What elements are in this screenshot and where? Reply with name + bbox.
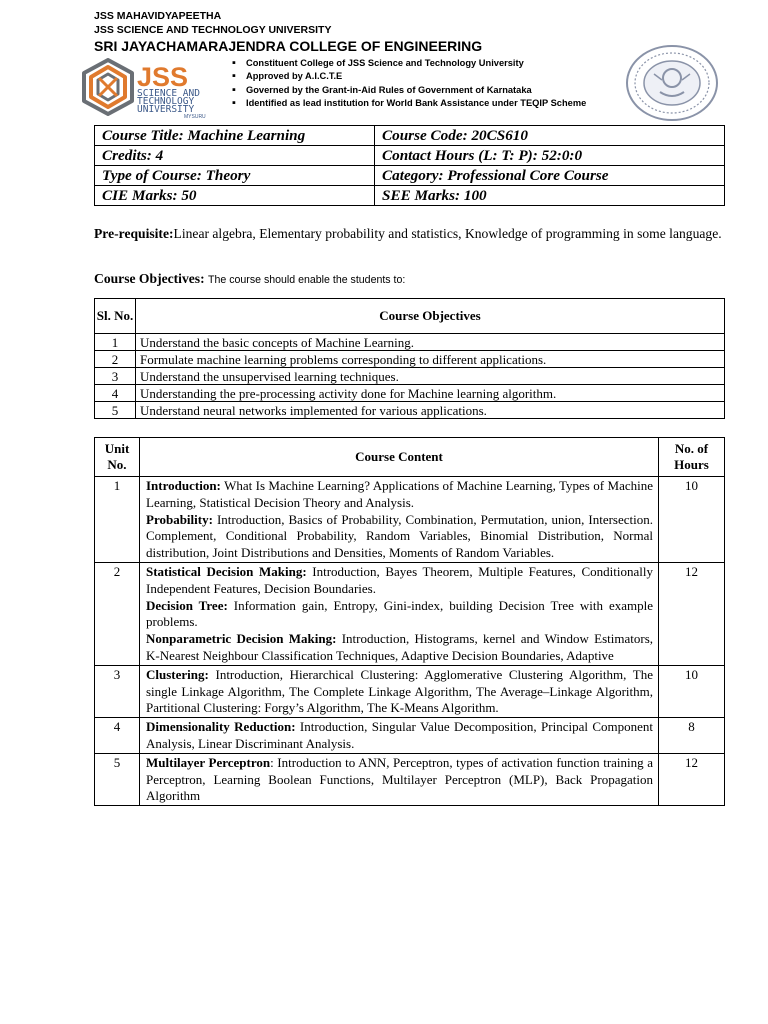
table-row bbox=[95, 368, 725, 385]
accreditation-item: ▪ Identified as lead institution for World Bank Assistance under TEQIP Scheme bbox=[232, 97, 586, 110]
unit-number: 2 bbox=[95, 562, 140, 665]
topic-paragraph bbox=[146, 564, 653, 598]
objectives-label: Course Objectives: bbox=[94, 271, 205, 286]
objective-text: Understand the unsupervised learning techniques. bbox=[136, 368, 725, 385]
topic-heading: Nonparametric Decision Making: bbox=[146, 631, 337, 647]
unit-number: 3 bbox=[95, 665, 140, 717]
contact-hours: Contact Hours (L: T: P): 52:0:0 bbox=[375, 146, 725, 166]
unit-content bbox=[140, 562, 659, 665]
topic-text: Introduction, Bayes Theorem, Multiple Features, Conditionally Independent Features, Decision Boundaries. bbox=[146, 563, 653, 596]
objective-text: Formulate machine learning problems corresponding to different applications. bbox=[136, 351, 725, 368]
topic-heading: Introduction: bbox=[146, 478, 221, 493]
header-line-1: JSS MAHAVIDYAPEETHA bbox=[94, 10, 222, 22]
accreditation-item: ▪ Approved by A.I.C.T.E bbox=[232, 70, 586, 83]
document-header bbox=[94, 8, 734, 120]
svg-text:TECHNOLOGY: TECHNOLOGY bbox=[137, 96, 195, 107]
unit-number: 4 bbox=[95, 718, 140, 754]
column-header-course-content: Course Content bbox=[140, 438, 659, 477]
jss-university-logo bbox=[80, 58, 220, 118]
objective-text: Understand neural networks implemented for various applications. bbox=[136, 402, 725, 419]
unit-content bbox=[140, 718, 659, 754]
column-header-hours: No. of Hours bbox=[659, 438, 725, 477]
objective-text: Understanding the pre-processing activity done for Machine learning algorithm. bbox=[136, 385, 725, 402]
topic-text: Information gain, Entropy, Gini-index, building Decision Tree with example problems. bbox=[146, 597, 653, 630]
unit-hours: 12 bbox=[659, 562, 725, 665]
course-type: Type of Course: Theory bbox=[95, 166, 375, 186]
topic-heading: Multilayer Perceptron bbox=[146, 754, 271, 770]
table-row bbox=[95, 477, 725, 563]
table-row bbox=[95, 351, 725, 368]
college-name: SRI JAYACHAMARAJENDRA COLLEGE OF ENGINEERING bbox=[94, 38, 483, 54]
objectives-intro-text: The course should enable the students to: bbox=[208, 274, 406, 286]
objective-number: 3 bbox=[95, 368, 136, 385]
topic-heading: Dimensionality Reduction: bbox=[146, 719, 296, 735]
unit-number: 1 bbox=[95, 477, 140, 563]
column-header-sl-no: Sl. No. bbox=[95, 299, 136, 334]
unit-content bbox=[140, 665, 659, 717]
objectives-intro bbox=[94, 271, 726, 287]
topic-paragraph bbox=[146, 478, 653, 512]
topic-text: Introduction, Histograms, kernel and Window Estimators, K-Nearest Neighbour Classification Techniques, Adaptive Decision Boundaries, Adaptive bbox=[146, 631, 654, 663]
topic-text: Introduction, Basics of Probability, Combination, Permutation, union, Intersection. Complement, Conditional Probability, Random Variables, Binomial Distribution, Normal distribution, Joint Distributions and Densities, Moments of Random Variables. bbox=[146, 511, 653, 561]
svg-text:UNIVERSITY: UNIVERSITY bbox=[137, 104, 195, 115]
course-info-table bbox=[94, 125, 725, 206]
topic-text: Introduction, Singular Value Decomposition, Principal Component Analysis, Linear Discriminant Analysis. bbox=[146, 719, 653, 751]
topic-paragraph bbox=[146, 598, 653, 632]
course-category: Category: Professional Core Course bbox=[375, 166, 725, 186]
unit-content bbox=[140, 477, 659, 563]
topic-paragraph bbox=[146, 512, 653, 562]
topic-text: : Introduction to ANN, Perceptron, types of activation function training a Perceptron, Learning Boolean Functions, Multilayer Perceptron (MLP), Back Propagation Algorithm bbox=[146, 754, 653, 804]
topic-paragraph bbox=[146, 667, 653, 717]
course-objectives-table bbox=[94, 298, 725, 419]
prerequisite-text: Linear algebra, Elementary probability and statistics, Knowledge of programming in some language. bbox=[173, 226, 722, 241]
cie-marks: CIE Marks: 50 bbox=[95, 186, 375, 206]
header-line-2: JSS SCIENCE AND TECHNOLOGY UNIVERSITY bbox=[94, 24, 332, 36]
course-code: Course Code: 20CS610 bbox=[375, 126, 725, 146]
accreditation-item: ▪ Governed by the Grant-in-Aid Rules of Government of Karnataka bbox=[232, 84, 586, 97]
course-title: Course Title: Machine Learning bbox=[95, 126, 375, 146]
table-row bbox=[95, 753, 725, 805]
svg-text:SCIENCE AND: SCIENCE AND bbox=[137, 88, 200, 99]
column-header-objectives: Course Objectives bbox=[136, 299, 725, 334]
table-row bbox=[95, 665, 725, 717]
topic-heading: Probability: bbox=[146, 511, 213, 527]
table-row bbox=[95, 385, 725, 402]
unit-hours: 8 bbox=[659, 718, 725, 754]
objective-number: 5 bbox=[95, 402, 136, 419]
column-header-unit-no: Unit No. bbox=[95, 438, 140, 477]
unit-content bbox=[140, 753, 659, 805]
topic-text: Introduction, Hierarchical Clustering: Agglomerative Clustering Algorithm, The single Linkage Algorithm, The Complete Linkage Algorithm, The Average–Linkage Algorithm, Partitional Clustering: Forgy’s Algorithm, The K-Means Algorithm. bbox=[146, 666, 653, 716]
topic-paragraph bbox=[146, 631, 653, 665]
accreditation-item: ▪ Constituent College of JSS Science and Technology University bbox=[232, 57, 586, 70]
unit-hours: 12 bbox=[659, 753, 725, 805]
objective-text: Understand the basic concepts of Machine Learning. bbox=[136, 334, 725, 351]
table-row bbox=[95, 562, 725, 665]
topic-paragraph bbox=[146, 719, 653, 753]
topic-paragraph bbox=[146, 755, 653, 805]
unit-hours: 10 bbox=[659, 665, 725, 717]
unit-hours: 10 bbox=[659, 477, 725, 563]
topic-heading: Statistical Decision Making: bbox=[146, 563, 307, 579]
topic-text: What Is Machine Learning? Applications of Machine Learning, Types of Machine Learning, Statistical Decision Theory and Analysis. bbox=[146, 478, 653, 510]
objective-number: 4 bbox=[95, 385, 136, 402]
college-seal-icon bbox=[624, 44, 720, 122]
unit-number: 5 bbox=[95, 753, 140, 805]
topic-heading: Clustering: bbox=[146, 666, 209, 682]
course-content-table bbox=[94, 437, 725, 806]
prerequisite-paragraph bbox=[94, 221, 726, 246]
svg-text:JSS: JSS bbox=[137, 62, 189, 92]
credits: Credits: 4 bbox=[95, 146, 375, 166]
table-row bbox=[95, 718, 725, 754]
objective-number: 1 bbox=[95, 334, 136, 351]
see-marks: SEE Marks: 100 bbox=[375, 186, 725, 206]
accreditation-list bbox=[232, 57, 586, 111]
table-row bbox=[95, 402, 725, 419]
objective-number: 2 bbox=[95, 351, 136, 368]
topic-heading: Decision Tree: bbox=[146, 597, 228, 613]
svg-text:MYSURU: MYSURU bbox=[184, 114, 206, 118]
table-row bbox=[95, 334, 725, 351]
prerequisite-label: Pre-requisite: bbox=[94, 226, 174, 241]
